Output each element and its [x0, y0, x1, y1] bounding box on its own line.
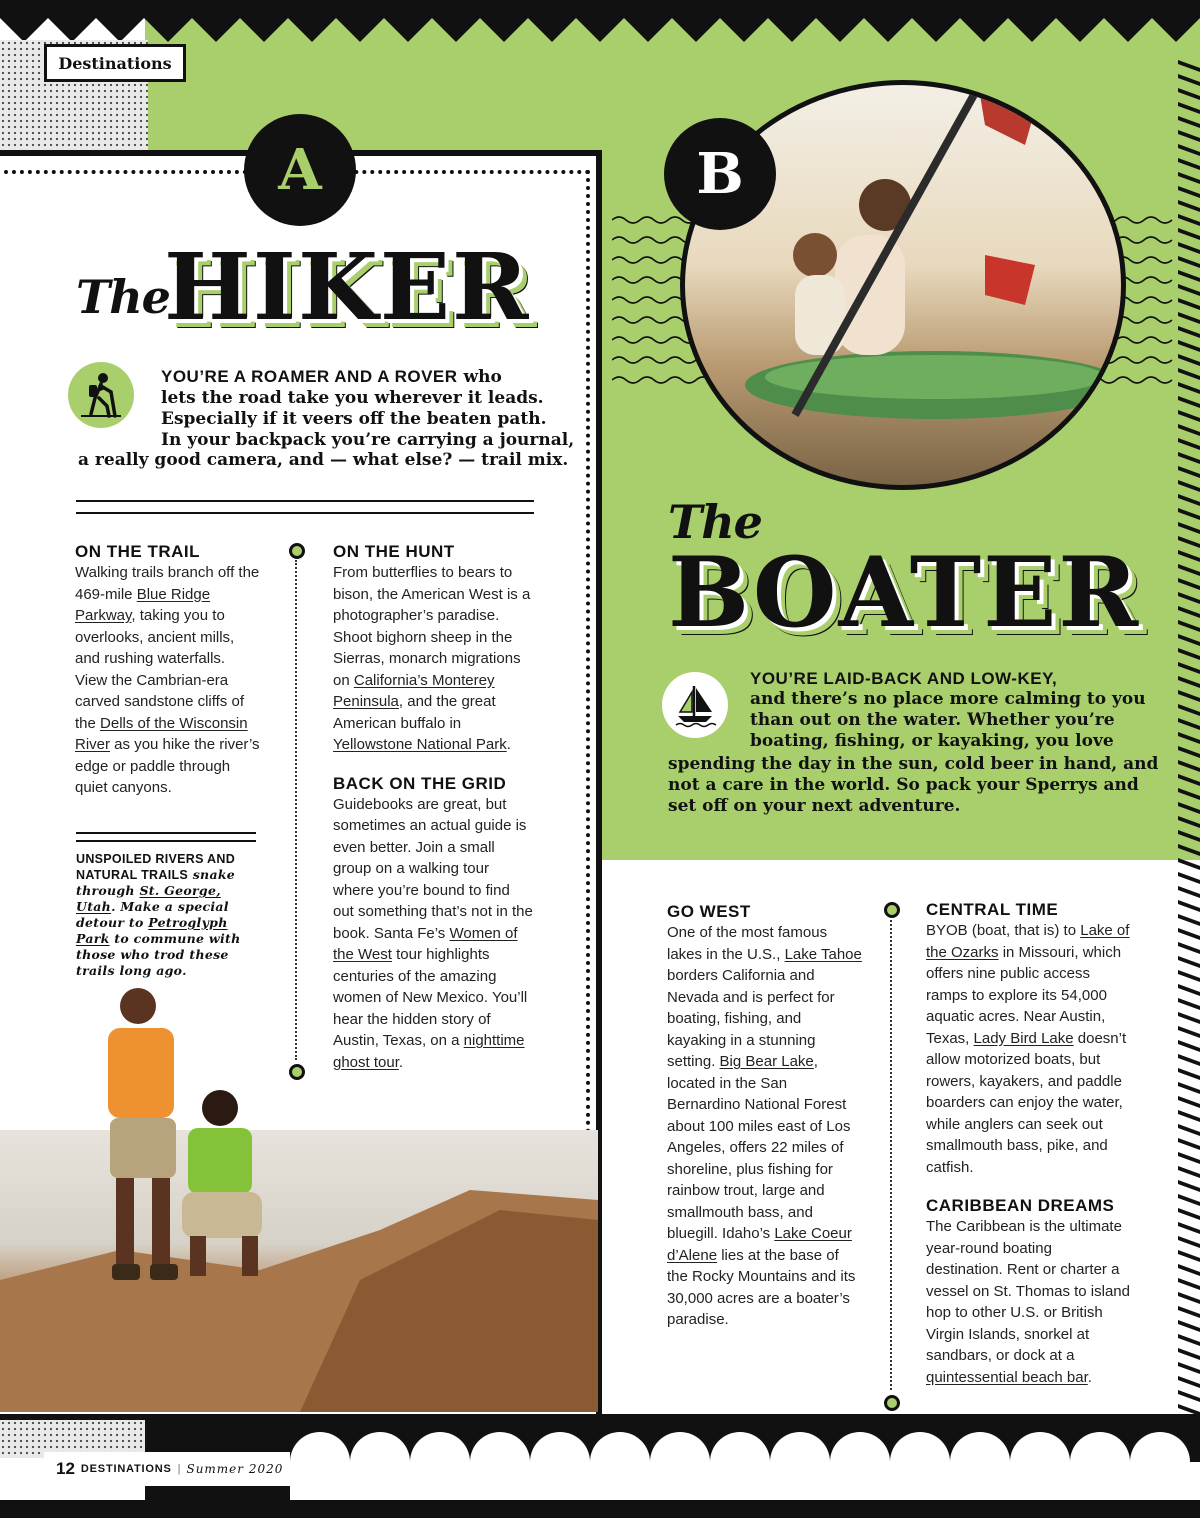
- body-text: One of the most famous lakes in the U.S.,: [667, 924, 828, 963]
- section-tag-label: Destinations: [58, 53, 172, 73]
- body-text: doesn’t allow motorized boats, but rowers, kayakers, and paddle boarders can enjoy the water, while anglers can seek out smallmouth bass, pike, and catfish.: [926, 1029, 1127, 1176]
- body-text: Walking trails branch off the 469-mile: [75, 564, 260, 603]
- link-lady-bird-lake[interactable]: Lady Bird Lake: [973, 1029, 1074, 1047]
- timeline-node: [289, 543, 305, 559]
- timeline-line: [295, 560, 300, 1060]
- sidebar-italic: to commune with those who trod these trails long ago.: [76, 931, 241, 978]
- timeline-line: [890, 920, 895, 1390]
- body-text: tour highlights centuries of the amazing women of New Mexico. You’ll hear the hidden story of Austin, Texas, on a: [333, 946, 528, 1049]
- sidebar-italic: . Make a special detour to: [76, 899, 229, 930]
- back-on-the-grid-heading: BACK ON THE GRID: [333, 773, 507, 793]
- boater-headline-the: The: [668, 495, 762, 549]
- hiker-intro-line: lets the road take you wherever it leads.: [161, 388, 544, 408]
- hiker-headline-title: HIKER: [164, 233, 531, 341]
- badge-b: [664, 118, 776, 230]
- boater-intro-line: spending the day in the sun, cold beer in hand, and: [668, 754, 1159, 774]
- hiker-column-on-the-hunt: [333, 542, 533, 1073]
- badge-a: [244, 114, 356, 226]
- go-west-heading: GO WEST: [667, 902, 751, 921]
- boater-intro-continued: [668, 754, 1168, 817]
- central-time-body: [926, 920, 1131, 1178]
- caribbean-dreams-body: [926, 1216, 1131, 1388]
- sidebar-divider: [76, 832, 256, 842]
- hiker-intro-line: Especially if it veers off the beaten path.: [161, 409, 547, 429]
- sailboat-icon: [662, 672, 728, 738]
- boater-intro-caps: YOU’RE LAID-BACK AND LOW-KEY,: [750, 669, 1058, 688]
- body-text: .: [398, 1053, 404, 1071]
- link-blue-ridge-parkway[interactable]: Blue Ridge Parkway: [75, 585, 211, 624]
- link-dells-wisconsin-river[interactable]: Dells of the Wisconsin River: [75, 714, 248, 753]
- timeline-node: [884, 902, 900, 918]
- boater-headline-title: BOATER: [668, 536, 1141, 649]
- central-time-heading: CENTRAL TIME: [926, 900, 1059, 919]
- footer-magazine: DESTINATIONS: [80, 1463, 172, 1475]
- link-petroglyph-park[interactable]: Petroglyph Park: [76, 915, 228, 946]
- go-west-body: [667, 922, 863, 1331]
- link-california-monterey[interactable]: California’s Monterey Peninsula: [333, 671, 495, 710]
- body-text: as you hike the river’s edge or paddle through quiet canyons.: [75, 736, 260, 796]
- hiker-intro-caps: YOU’RE A ROAMER AND A ROVER: [161, 367, 458, 386]
- footer-issue: Summer 2020: [186, 1462, 284, 1476]
- hiker-headline-the: The: [76, 270, 170, 324]
- link-quintessential-beach-bar[interactable]: quintessential beach bar: [926, 1368, 1088, 1386]
- boater-intro-line: set off on your next adventure.: [668, 796, 961, 816]
- hiker-icon: [68, 362, 134, 428]
- page-footer: [44, 1452, 290, 1486]
- boater-column-central-time: [926, 900, 1131, 1388]
- link-women-of-the-west[interactable]: Women of the West: [333, 924, 518, 963]
- hiker-intro-line: In your backpack you’re carrying a journal,: [161, 430, 575, 450]
- footer-separator: |: [177, 1463, 181, 1475]
- body-text: lies at the base of the Rocky Mountains and its 30,000 acres are a boater’s paradise.: [667, 1246, 856, 1328]
- body-text: , and the great American buffalo in: [333, 693, 496, 732]
- hiker-intro-who: who: [463, 367, 502, 387]
- boater-intro-line: boating, fishing, or kayaking, you love: [750, 731, 1114, 751]
- link-st-george-utah[interactable]: St. George, Utah: [76, 883, 221, 914]
- body-text: From butterflies to bears to bison, the American West is a photographer’s paradise. Shoot bighorn sheep in the Sierras, monarch migrations on: [333, 564, 531, 689]
- footer-bar: [0, 1500, 1200, 1518]
- body-text: .: [1087, 1368, 1092, 1386]
- caribbean-dreams-heading: CARIBBEAN DREAMS: [926, 1196, 1115, 1215]
- sidebar-italic: snake through: [76, 867, 236, 898]
- back-on-the-grid-body: [333, 794, 533, 1074]
- badge-a-letter: A: [278, 137, 322, 203]
- boater-intro-line: and there’s no place more calming to you: [750, 689, 1146, 709]
- link-nighttime-ghost-tour[interactable]: nighttime ghost tour: [333, 1032, 525, 1071]
- page-number: 12: [56, 1459, 75, 1478]
- link-yellowstone[interactable]: Yellowstone National Park: [333, 736, 507, 753]
- link-big-bear-lake[interactable]: Big Bear Lake: [719, 1053, 814, 1070]
- hiker-intro: [161, 366, 581, 451]
- boater-column-go-west: [667, 902, 863, 1331]
- scallop-fill: [290, 1462, 1200, 1500]
- body-text: in Missouri, which offers nine public access ramps to explore its 54,000 aquatic acres. Near Austin, Texas,: [926, 943, 1122, 1047]
- link-lake-tahoe[interactable]: Lake Tahoe: [784, 945, 862, 963]
- body-text: borders California and Nevada and is perfect for boating, fishing, and kayaking in a stunning setting.: [667, 967, 835, 1070]
- body-text: , located in the San Bernardino National Forest about 100 miles east of Los Angeles, offers 22 miles of shoreline, plus fishing for rainbow trout, large and smallmouth bass, and bluegill. Idaho’s: [667, 1053, 851, 1242]
- sidebar-unspoiled-rivers: [76, 851, 262, 979]
- body-text: , taking you to overlooks, ancient mills, and rushing waterfalls. View the Cambrian-era carved sandstone cliffs of the: [75, 607, 244, 732]
- sidebar-caps: UNSPOILED RIVERS AND NATURAL TRAILS: [76, 852, 236, 882]
- boater-intro-line: than out on the water. Whether you’re: [750, 710, 1115, 730]
- body-text: The Caribbean is the ultimate year-round boating destination. Rent or charter a vessel on St. Thomas to island hop to other U.S. or British Virgin Islands, snorkel at sandbars, or dock at a: [926, 1218, 1130, 1364]
- hiker-column-on-the-trail: [75, 542, 261, 799]
- timeline-node: [884, 1395, 900, 1411]
- on-the-trail-heading: ON THE TRAIL: [75, 542, 200, 561]
- body-text: Guidebooks are great, but sometimes an actual guide is even better. Join a small group on a walking tour where you’re bound to find out something that’s not in the book. Santa Fe’s: [333, 795, 533, 942]
- body-text: .: [506, 736, 511, 753]
- boater-intro-line: not a care in the world. So pack your Sperrys and: [668, 775, 1139, 795]
- body-text: BYOB (boat, that is) to: [926, 922, 1081, 939]
- badge-b-letter: B: [696, 141, 744, 207]
- boater-intro: [750, 668, 1170, 752]
- hiker-intro-last-line: a really good camera, and — what else? — trail mix.: [78, 450, 569, 470]
- on-the-hunt-body: [333, 562, 533, 756]
- link-lake-of-the-ozarks[interactable]: Lake of the Ozarks: [926, 922, 1130, 961]
- hiker-divider: [76, 500, 534, 514]
- timeline-node: [289, 1064, 305, 1080]
- section-tag: [44, 44, 186, 82]
- diagonal-stripe-border: [1178, 60, 1200, 1420]
- on-the-hunt-heading: ON THE HUNT: [333, 542, 455, 561]
- on-the-trail-body: [75, 562, 261, 799]
- hikers-people: [50, 982, 290, 1322]
- link-lake-coeur-dalene[interactable]: Lake Coeur d’Alene: [667, 1225, 852, 1264]
